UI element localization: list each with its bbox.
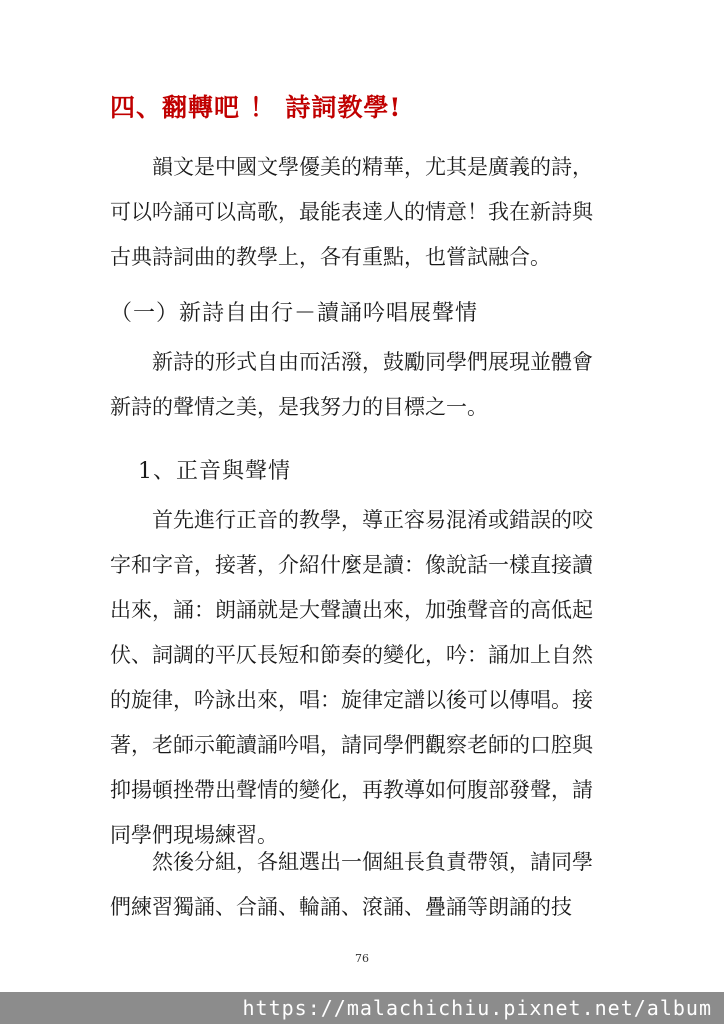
paragraph-new-poetry: [110, 340, 616, 430]
paragraph-line: 抑揚頓挫帶出聲情的變化，再教導如何腹部發聲，請: [110, 778, 593, 802]
subsection-title: （一）新詩自由行－讀誦吟唱展聲情: [110, 301, 479, 326]
paragraph-line: 新詩的聲情之美，是我努力的目標之一。: [110, 395, 488, 419]
paragraph-grouping: [110, 840, 616, 930]
watermark-url: https://malachichiu.pixnet.net/album: [242, 996, 712, 1020]
subsubsection-title: 1、正音與聲情: [138, 459, 291, 484]
paragraph-line: 新詩的形式自由而活潑，鼓勵同學們展現並體會: [152, 350, 593, 374]
paragraph-intro: [110, 145, 616, 280]
paragraph-line: 出來，誦：朗誦就是大聲讀出來，加強聲音的高低起: [110, 598, 593, 622]
paragraph-pronunciation: [110, 498, 616, 858]
paragraph-line: 韻文是中國文學優美的精華，尤其是廣義的詩，: [152, 155, 593, 179]
paragraph-line: 們練習獨誦、合誦、輪誦、滾誦、疊誦等朗誦的技: [110, 895, 572, 919]
paragraph-line: 可以吟誦可以高歌，最能表達人的情意！我在新詩與: [110, 200, 593, 224]
paragraph-line: 字和字音，接著，介紹什麼是讀：像說話一樣直接讀: [110, 553, 593, 577]
page-number: 76: [355, 952, 369, 965]
paragraph-line: 著，老師示範讀誦吟唱，請同學們觀察老師的口腔與: [110, 733, 593, 757]
paragraph-line: 同學們現場練習。: [110, 823, 278, 847]
watermark-bar: [0, 992, 724, 1024]
section-title: 四、翻轉吧 ！ 詩詞教學!: [110, 93, 402, 122]
paragraph-line: 伏、詞調的平仄長短和節奏的變化，吟：誦加上自然: [110, 643, 593, 667]
paragraph-line: 的旋律，吟詠出來，唱：旋律定譜以後可以傳唱。接: [110, 688, 593, 712]
paragraph-line: 古典詩詞曲的教學上，各有重點，也嘗試融合。: [110, 245, 551, 269]
paragraph-line: 然後分組，各組選出一個組長負責帶領，請同學: [152, 850, 593, 874]
paragraph-line: 首先進行正音的教學，導正容易混淆或錯誤的咬: [152, 508, 593, 532]
